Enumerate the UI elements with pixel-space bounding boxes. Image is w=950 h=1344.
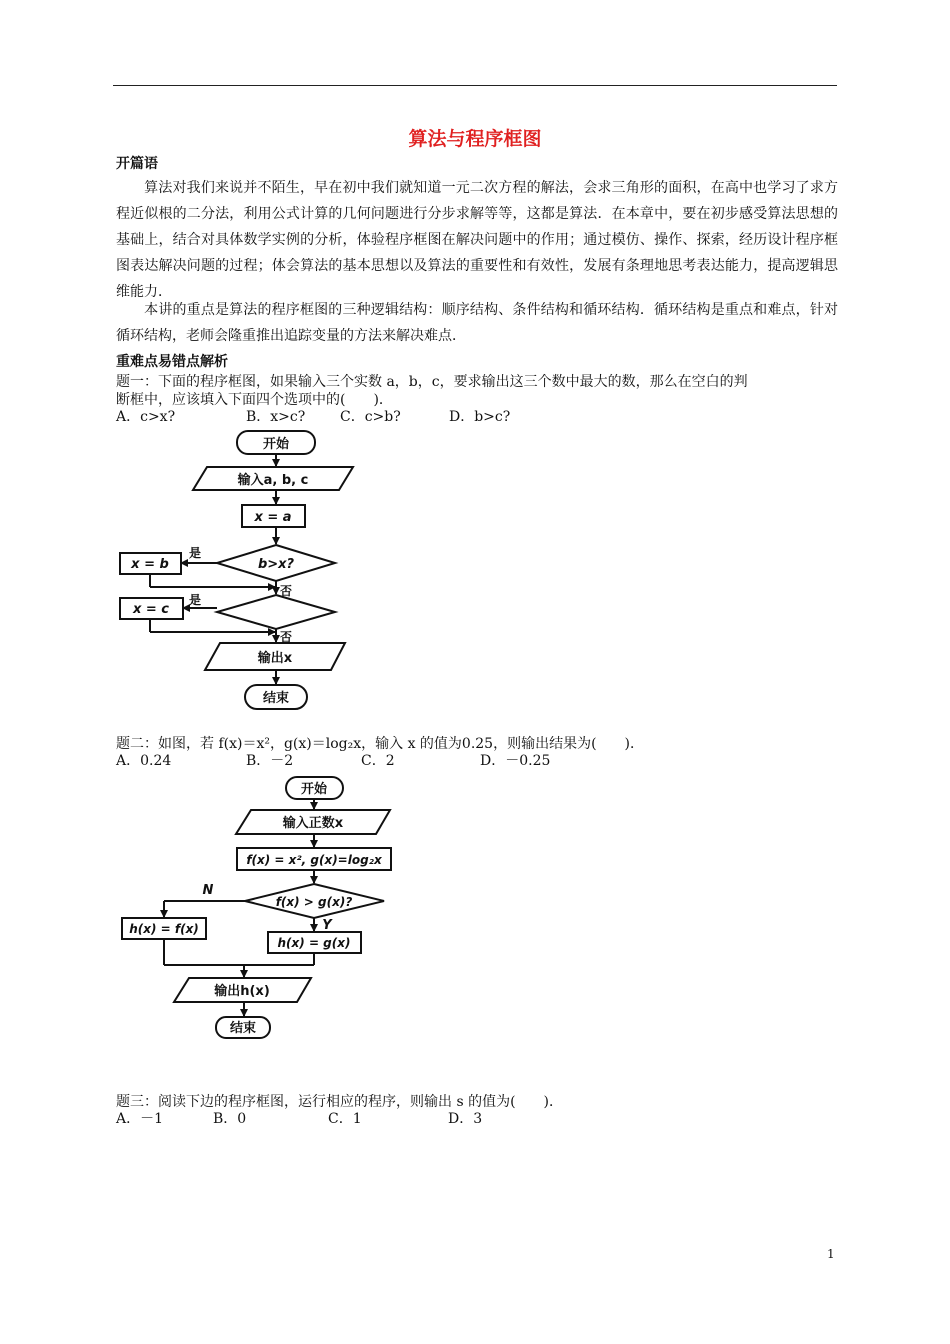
fc2-end-label: 结束	[229, 1021, 257, 1036]
fc1-decision-1-label: b>x?	[257, 557, 295, 572]
q3-option-c: C．1	[328, 1111, 362, 1127]
intro-paragraph-2-text: 本讲的重点是算法的程序框图的三种逻辑结构：顺序结构、条件结构和循环结构．循环结构是重点和难点，针对循环结构，老师会隆重推出追踪变量的方法来解决难点．	[116, 302, 838, 344]
fc1-no-label-1: 否	[279, 584, 293, 598]
q3-option-b: B．0	[213, 1111, 247, 1127]
intro-heading: 开篇语	[116, 156, 158, 172]
fc2-output-label: 输出h(x)	[214, 984, 270, 999]
fc1-yes-label-1: 是	[188, 546, 202, 560]
fc2-assign-y-label: h(x) = g(x)	[277, 936, 351, 950]
fc1-input-label: 输入a, b, c	[237, 473, 309, 488]
q3-option-a: A．－1	[116, 1111, 164, 1127]
intro-paragraph-1-text: 算法对我们来说并不陌生，早在初中我们就知道一元二次方程的解法，会求三角形的面积，在高中也学习了求方程近似根的二分法，利用公式计算的几何问题进行分步求解等等，这都是算法．在本章中，要在初步感受算法思想的基础上，结合对具体数学实例的分析，体验程序框图在解决问题中的作用；通过模仿、操作、探索，经历设计程序框图表达解决问题的过程；体会算法的基本思想以及算法的重要性和有效性，发展有条理地思考表达能力，提高逻辑思维能力．	[116, 180, 838, 300]
fc1-decision-2	[217, 595, 335, 629]
question-1-line-1: 题一：下面的程序框图，如果输入三个实数 a，b，c，要求输出这三个数中最大的数，那么在空白的判	[116, 374, 748, 390]
q2-option-c: C．2	[361, 753, 395, 769]
q2-option-d: D．－0.25	[480, 753, 551, 769]
fc1-yes-label-2: 是	[188, 593, 202, 607]
fc2-decision-label: f(x) > g(x)?	[275, 895, 353, 909]
q1-option-b: B．x>c?	[246, 409, 306, 425]
fc1-output-label: 输出x	[257, 651, 293, 666]
fc2-define-label: f(x) = x², g(x)=log₂x	[246, 853, 382, 867]
fc1-no-label-2: 否	[279, 630, 293, 644]
fc1-start-label: 开始	[262, 437, 290, 452]
fc2-assign-n-label: h(x) = f(x)	[129, 922, 199, 936]
fc2-n-label: N	[202, 883, 214, 898]
question-3-options	[116, 1110, 840, 1128]
fc2-y-label: Y	[322, 918, 332, 933]
fc1-assign-c-label: x = c	[132, 602, 170, 617]
question-2: 题二：如图，若 f(x)＝x²，g(x)＝log₂x，输入 x 的值为0.25，则输出结果为( )．	[116, 736, 645, 752]
question-3: 题三：阅读下边的程序框图，运行相应的程序，则输出 s 的值为( )．	[116, 1094, 564, 1110]
document-title: 算法与程序框图	[408, 128, 542, 150]
q2-option-b: B．－2	[246, 753, 294, 769]
q1-option-d: D．b>c?	[449, 409, 511, 425]
analysis-heading: 重难点易错点解析	[116, 354, 228, 370]
fc2-input-label: 输入正数x	[282, 816, 344, 831]
question-2-options	[116, 752, 840, 770]
q3-option-d: D．3	[448, 1111, 483, 1127]
question-1-line-2: 断框中，应该填入下面四个选项中的( )．	[116, 392, 393, 408]
q1-option-a: A．c>x?	[116, 409, 176, 425]
q2-option-a: A．0.24	[116, 753, 172, 769]
page-number: 1	[827, 1247, 835, 1261]
fc2-start-label: 开始	[300, 782, 328, 797]
fc1-assign-b-label: x = b	[131, 557, 169, 572]
fc1-end-label: 结束	[262, 691, 290, 706]
q1-option-c: C．c>b?	[340, 409, 401, 425]
fc1-assign-label: x = a	[254, 510, 292, 525]
